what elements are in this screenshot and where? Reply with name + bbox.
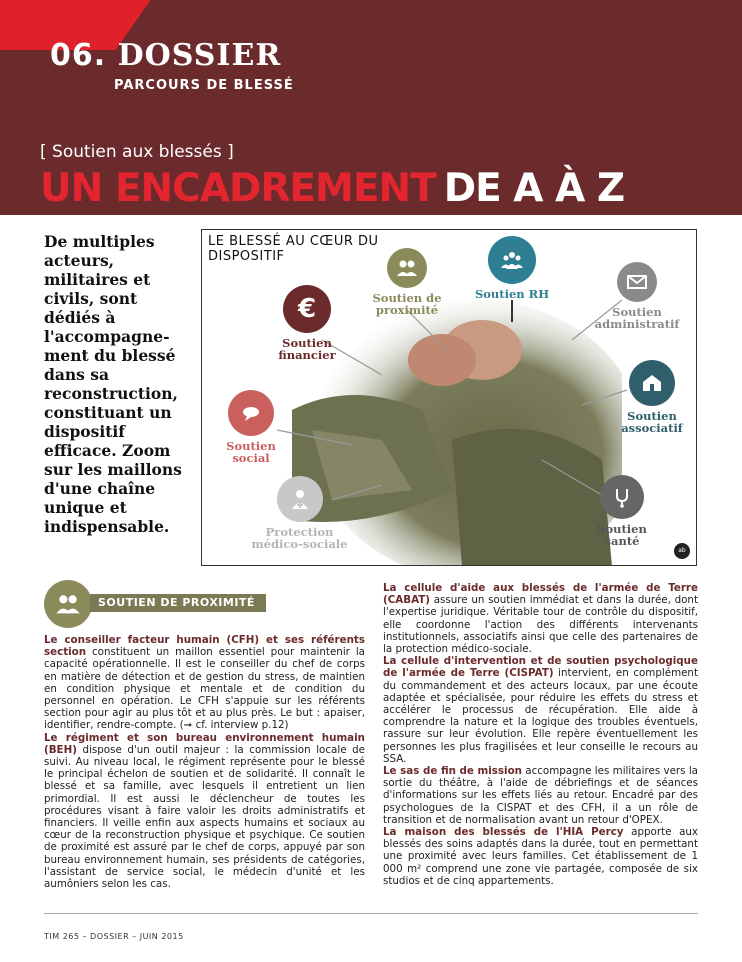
paragraph: La cellule d'aide aux blessés de l'armée de Terre (CABAT) assure un soutien immédiat et dans la durée, dont l'expertise juridique. Véritable tour de contrôle du dispositif, elle coordonne l'action des différents intervenants institutionnels, associatifs ainsi que celle des partenaires de la protection médico-sociale. [383,582,698,656]
paragraph: Le régiment et son bureau environnement humain (BEH) dispose d'un outil majeur : la commission locale de suivi. Au niveau local, le régiment représente pour le blessé le principal échelon de soutien et de solidarité. Il connaît le blessé et sa famille, avec lesquels il entretient un lien primordial. Il est aussi le déclencheur de toutes les procédures visant à faire valoir les droits administratifs et financiers. Il veille enfin aux aspects humains et sociaux au cœur de la reconstruction physique et psychique. Ce soutien de proximité est assuré par le chef de corps, appuyé par son bureau environnement humain, ses présidents de catégories, l'assistant de service social, le médecin d'unité et les aumôniers selon les cas. [44,731,365,891]
paragraph: Le conseiller facteur humain (CFH) et ses référents section constituent un maillon essentiel pour maintenir la capacité opérationnelle. Il est le conseiller du chef de corps en matière de détection et de gestion du stress, de maintien en condition physique et mentale et de condition du personnel en opération. Le CFH s'appuie sur les référents section pour agir au plus tôt et au plus près. Le but : apaiser, identifier, rendre-compte. (➞ cf. interview p.12) [44,634,365,732]
section-badge-label: SOUTIEN DE PROXIMITÉ [90,594,266,612]
node-protection-medico-sociale: Protection médico-sociale [247,476,352,550]
node-soutien-proximite: Soutien de proximité [372,248,442,316]
paragraph: Le sas de fin de mission accompagne les militaires vers la sortie du théâtre, à l'aide de débriefings et de séances d'informations sur les effets liés au retour. Encadré par des psychologues de la CISPAT et des CFH, il a un rôle de transition et de normalisation avant un retour d'OPEX. [383,765,698,826]
paragraph: La maison des blessés de l'HIA Percy apporte aux blessés des soins adaptés dans la durée, tout en permettant une proximité avec leurs familles. Cet établissement de 1 000 m² comprend une zone vie partagée, composée de six studios et de cinq appartements. [383,826,699,887]
footer-divider [44,913,698,914]
medical-icon [277,476,323,522]
stethoscope-icon [600,475,644,519]
section-subtitle: PARCOURS DE BLESSÉ [114,78,294,93]
euro-icon: € [283,285,331,333]
speech-icon [228,390,274,436]
section-number: 06. DOSSIER [50,38,282,73]
article-kicker: [ Soutien aux blessés ] [40,142,234,162]
people-icon [44,580,92,628]
node-soutien-sante: Soutien santé [587,475,657,547]
people-icon [387,248,427,288]
node-soutien-associatif: Soutien associatif [612,360,692,434]
house-icon [629,360,675,406]
page-footer: TIM 265 – DOSSIER – JUIN 2015 [44,932,184,941]
article-title: UN ENCADREMENT DE A À Z [40,166,625,211]
node-soutien-social: Soutien social [220,390,282,464]
badge-logo: ab [674,543,690,559]
group-icon [488,236,536,284]
text-column-left [44,634,365,890]
node-soutien-rh: Soutien RH [472,236,552,300]
page-header [0,0,742,215]
node-soutien-financier: € Soutien financier [272,285,342,361]
envelope-icon [617,262,657,302]
infographic [201,229,697,566]
text-column-right [383,582,698,887]
paragraph: La cellule d'intervention et de soutien psychologique de l'armée de Terre (CISPAT) intervient, en complément du commandement et des acteurs locaux, par une écoute adaptée et spécialisée, pour réduire les effets du stress et accélérer le processus de récupération. Elle aide à comprendre la nature et la logique des troubles éventuels, rassure sur leur évolution. Elle repère éventuellement les personnes les plus fragilisées et leur conseille le recours au SSA. [383,655,698,765]
intro-text: De multiples acteurs, militaires et civils, sont dédiés à l'accompagne-ment du blessé dans sa reconstruction, constituant un dispositif efficace. Zoom sur les maillons d'une chaîne unique et indispensable. [44,232,182,536]
node-soutien-administratif: Soutien administratif [587,262,687,330]
infographic-title: LE BLESSÉ AU CŒUR DU DISPOSITIF [208,234,379,264]
section-badge [44,580,266,628]
